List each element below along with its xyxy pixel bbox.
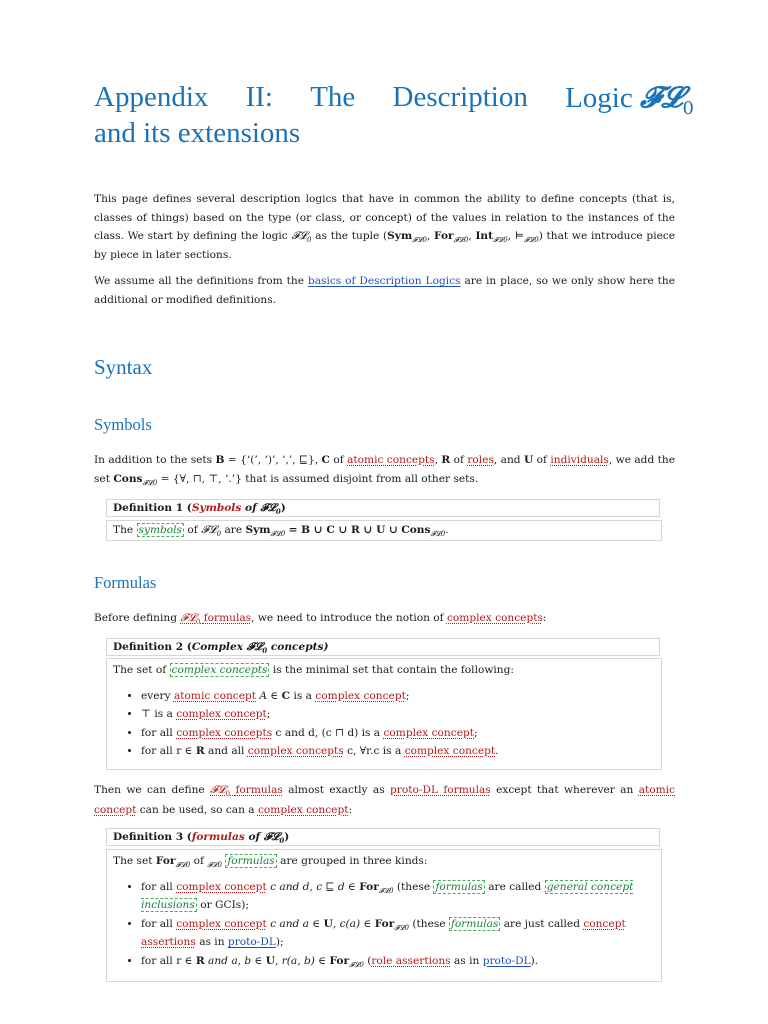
list-item: • for all complex concept c and d, c ⊑ d ∈ For$_{𝓕𝓛0}$ (these formulas are called general concept inclusions or GCIs); [141,878,655,915]
definition-2-list [113,687,655,761]
fl0-symbol: 𝓕𝓛$_0$ [640,80,694,119]
page-title [94,80,694,151]
then-paragraph: Then we can define 𝓕𝓛$_0$ formulas almost exactly as proto-DL formulas except that wherever an atomic concept can be used, so can a complex concept: [94,784,676,816]
definition-3-list [113,878,655,970]
definition-3-header: Definition 3 (formulas of 𝓕𝓛$_0$) [106,828,660,846]
intro-paragraph-1: This page defines several description logics that have in common the ability to define concepts (that is, classes of things) based on the type (or class, or concept) of the values in relation to the instances of the class. We start by defining the logic 𝓕𝓛$_0$ as the tuple (Sym$_{𝓕𝓛0}$, For$_{𝓕𝓛0}$, Int$_{𝓕𝓛0}$, $⊨_{𝓕𝓛0}$) that we introduce piece by piece in later sections. [94,193,676,261]
basics-dl-link[interactable]: basics of Description Logics [307,275,461,287]
definition-3-body: The set For$_{𝓕𝓛0}$ of $_{𝓕𝓛0}$ formulas are grouped in three kinds: • for all complex concept c and d, c ⊑ d ∈ For$_{𝓕𝓛0}$ (these formulas are called general concept inclusions or GCIs); • for all complex concept c and a ∈ U, c(a) ∈ For$_{𝓕𝓛0}$ (these formulas are just called concept assertions as in proto-DL); • for all r ∈ R and a, b ∈ U, r(a, b) ∈ For$_{𝓕𝓛0}$ (role assertions as in proto-DL). [106,849,662,982]
list-item: • for all complex concepts c and d, (c ⊓ d) is a complex concept; [141,724,655,742]
list-item: • for all r ∈ R and all complex concepts c, ∀r.c is a complex concept. [141,742,655,760]
complex-concept-term[interactable]: complex concept [257,804,349,816]
definition-2-body: The set of complex concepts is the minimal set that contain the following: • every atomic concept A ∈ C is a complex concept; • ⊤ is a complex concept; • for all complex concepts c and d, (c ⊓ d) is a complex concept; • for all r ∈ R and all complex concepts c, ∀r.c is a complex concept. [106,658,662,770]
fl0-formulas-term[interactable]: 𝓕𝓛$_0$ formulas [210,784,283,799]
complex-concepts-defined-term: complex concepts [171,664,268,676]
definition-2-header: Definition 2 (Complex 𝓕𝓛$_0$ concepts) [106,638,660,656]
formulas-heading: Formulas [94,573,157,592]
intro-paragraph-2: We assume all the definitions from the basics of Description Logics are in place, so we only show here the additional or modified definitions. [94,275,675,306]
formulas-intro: Before defining 𝓕𝓛$_0$ formulas, we need to introduce the notion of complex concepts: [94,612,547,627]
list-item: • every atomic concept A ∈ C is a complex concept; [141,687,655,705]
proto-dl-link[interactable]: proto-DL [482,954,531,967]
complex-concepts-term[interactable]: complex concepts [446,612,543,624]
definition-1-body: The symbols of 𝓕𝓛$_0$ are Sym$_{𝓕𝓛0}$ = B ∪ C ∪ R ∪ U ∪ Cons$_{𝓕𝓛0}$. [106,520,662,541]
atomic-concepts-term[interactable]: atomic concepts [347,454,435,466]
symbols-defined-term: symbols [138,524,182,536]
title-line-1: Appendix II: The Description Logic 𝓕𝓛$_0$ [94,80,694,119]
atomic-concept-term[interactable]: atomic concept [94,784,676,816]
symbols-heading: Symbols [94,415,152,434]
list-item: • ⊤ is a complex concept; [141,705,655,723]
fl0-formulas-term[interactable]: 𝓕𝓛$_0$ formulas [180,612,252,627]
proto-dl-formulas-term[interactable]: proto-DL formulas [390,784,491,796]
title-line-2: and its extensions [94,117,301,149]
proto-dl-link[interactable]: proto-DL [227,936,276,949]
definition-1-header: Definition 1 (Symbols of 𝓕𝓛$_0$) [106,499,660,517]
roles-term[interactable]: roles [467,454,494,466]
individuals-term[interactable]: individuals [550,454,609,466]
syntax-heading: Syntax [94,355,153,379]
symbols-paragraph: In addition to the sets B = {‘(’, ‘)’, ‘,’, ⊑}, C of atomic concepts, R of roles, and U of individuals, we add the set Cons$_{𝓕𝓛0}$ = {∀, ⊓, ⊤, ‘.’} that is assumed disjoint from all other sets. [94,454,675,487]
formulas-defined-term: formulas [227,855,275,867]
list-item: • for all complex concept c and a ∈ U, c(a) ∈ For$_{𝓕𝓛0}$ (these formulas are just called concept assertions as in proto-DL); [141,915,655,952]
list-item: • for all r ∈ R and a, b ∈ U, r(a, b) ∈ For$_{𝓕𝓛0}$ (role assertions as in proto-DL). [141,952,655,970]
